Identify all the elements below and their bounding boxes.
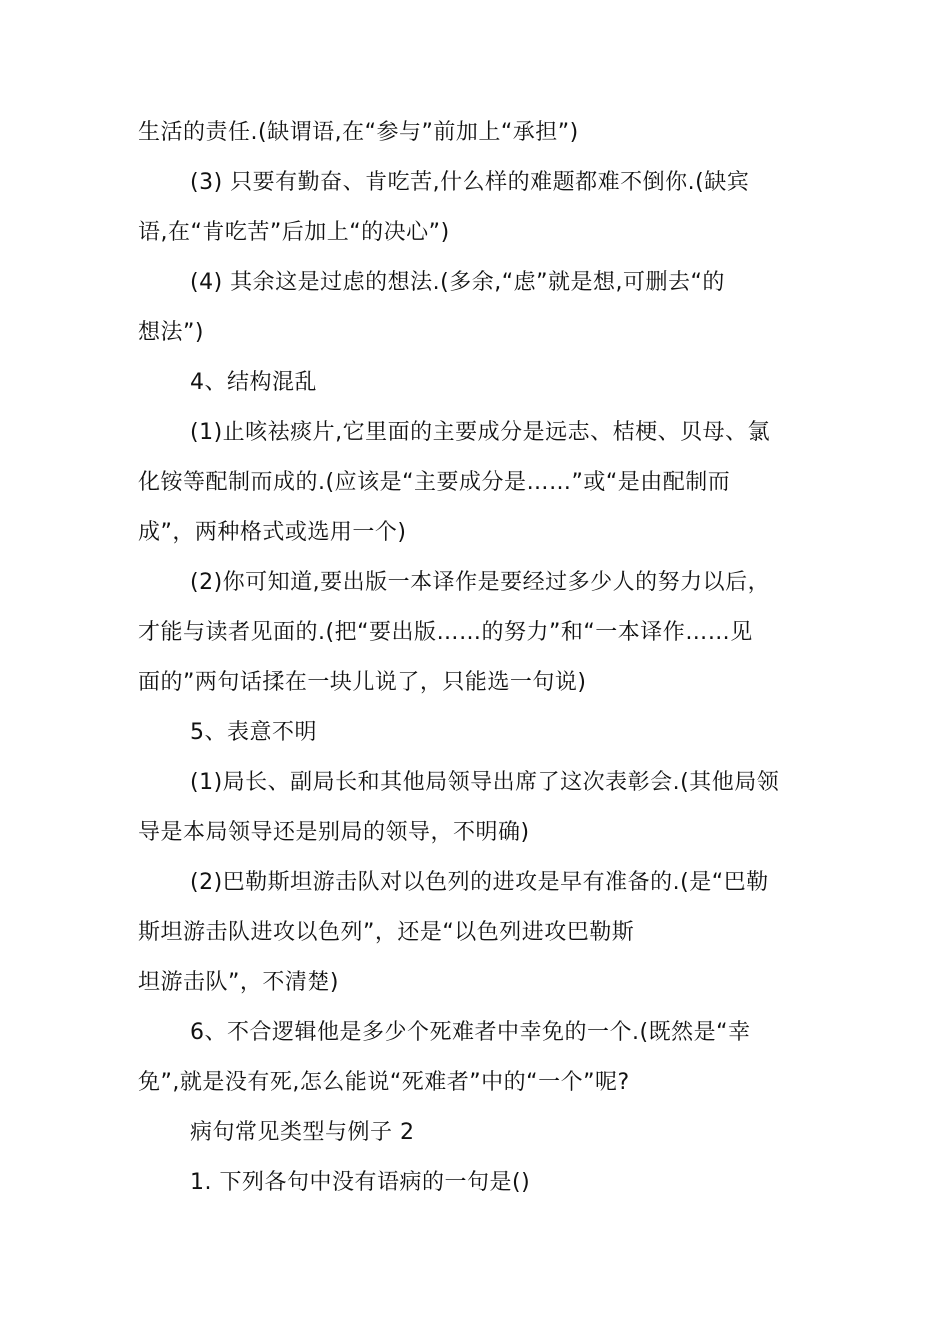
text-line: (1)止咳祛痰片,它里面的主要成分是远志、桔梗、贝母、氯 [190,420,771,445]
text-line: (4) 其余这是过虑的想法.(多余,“虑”就是想,可删去“的 [190,270,725,295]
text-line: 生活的责任.(缺谓语,在“参与”前加上“承担”) [138,120,579,145]
text-line: 面的”两句话揉在一块儿说了，只能选一句说) [138,670,587,695]
section-title: 病句常见类型与例子 2 [190,1120,415,1145]
text-line: 免”,就是没有死,怎么能说“死难者”中的“一个”呢? [138,1070,630,1095]
section-heading: 6、不合逻辑他是多少个死难者中幸免的一个.(既然是“幸 [190,1020,751,1045]
text-line: (1)局长、副局长和其他局领导出席了这次表彰会.(其他局领 [190,770,780,795]
text-line: (2)你可知道,要出版一本译作是要经过多少人的努力以后， [190,570,771,595]
section-heading: 5、表意不明 [190,720,317,745]
text-line: 坦游击队”，不清楚) [138,970,339,995]
text-line: 导是本局领导还是别局的领导，不明确) [138,820,530,845]
text-line: (2)巴勒斯坦游击队对以色列的进攻是早有准备的.(是“巴勒 [190,870,769,895]
text-line: (3) 只要有勤奋、肯吃苦,什么样的难题都难不倒你.(缺宾 [190,170,750,195]
text-line: 想法”) [138,320,204,345]
text-line: 斯坦游击队进攻以色列”，还是“以色列进攻巴勒斯 [138,920,635,945]
text-line: 才能与读者见面的.(把“要出版……的努力”和“一本译作……见 [138,620,753,645]
text-line: 语,在“肯吃苦”后加上“的决心”) [138,220,450,245]
section-heading: 4、结构混乱 [190,370,317,395]
text-line: 成”，两种格式或选用一个) [138,520,407,545]
question-line: 1. 下列各句中没有语病的一句是() [190,1170,531,1195]
text-line: 化铵等配制而成的.(应该是“主要成分是……”或“是由配制而 [138,470,731,495]
